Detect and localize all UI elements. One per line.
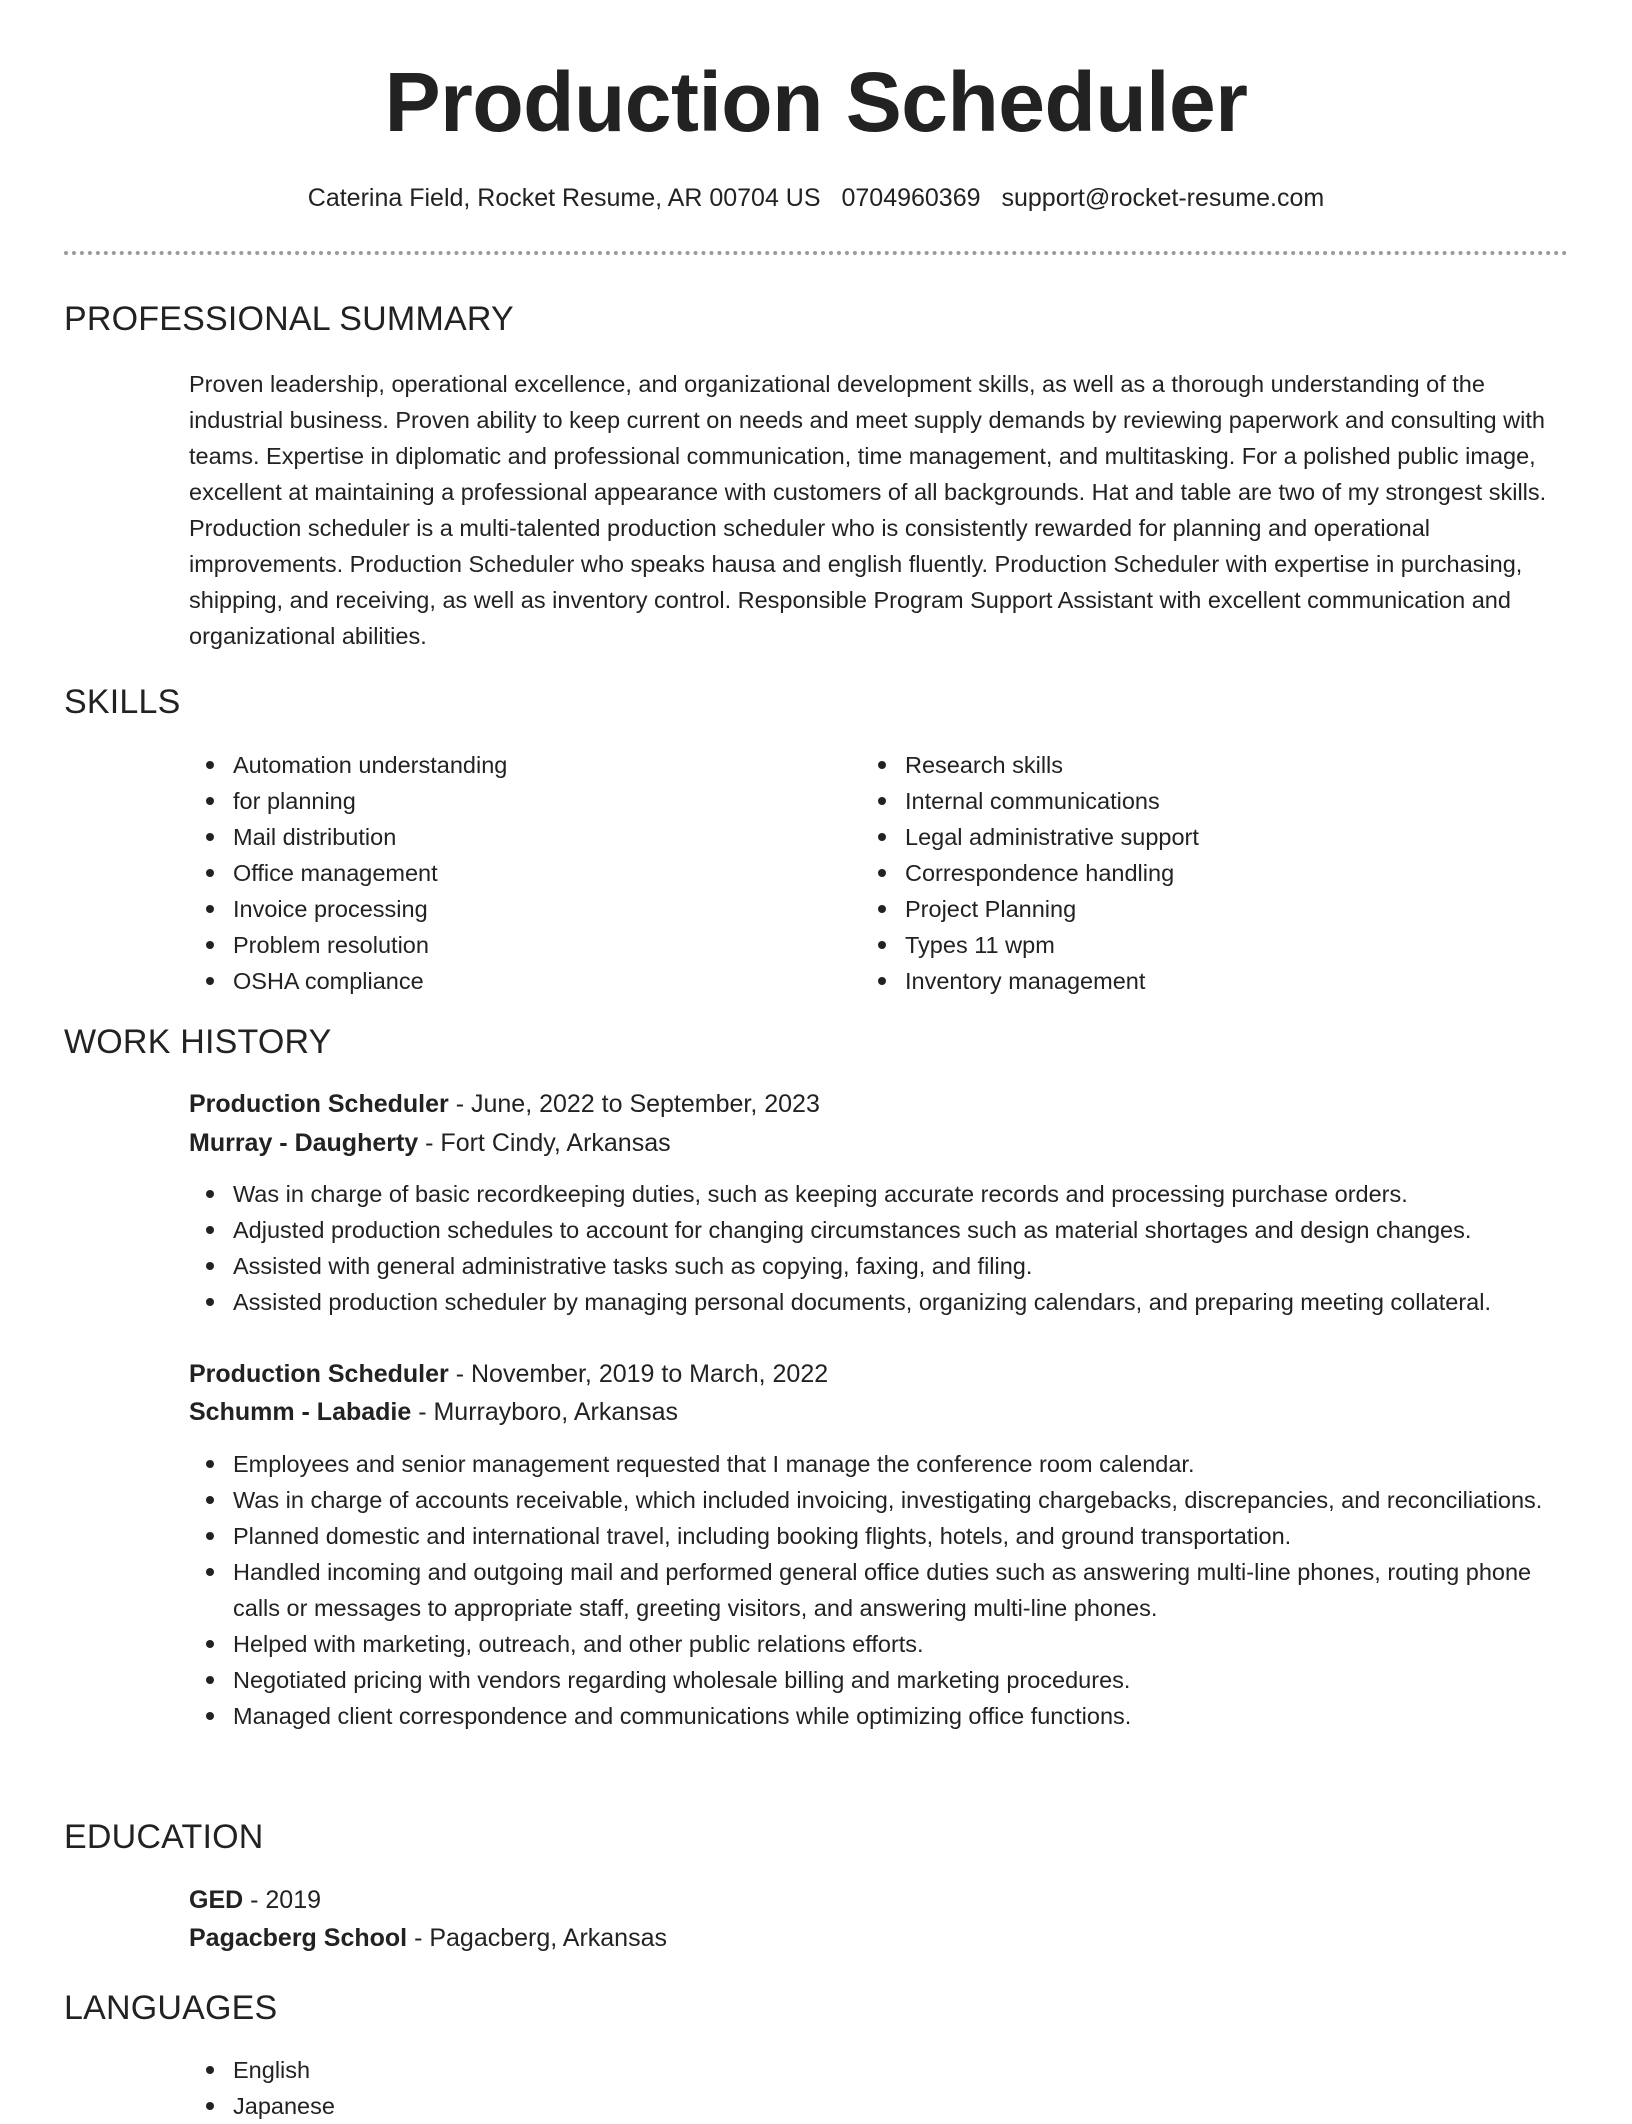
skill-item: Mail distribution xyxy=(189,819,829,855)
skill-item: Office management xyxy=(189,855,829,891)
skills-column-left xyxy=(189,747,829,999)
summary-heading: PROFESSIONAL SUMMARY xyxy=(64,300,514,338)
job-company-line xyxy=(189,1394,678,1430)
job-bullet: Handled incoming and outgoing mail and performed general office duties such as answering multi-line phones, routing phone calls or messages to appropriate staff, greeting visitors, and answering multi-line phones. xyxy=(189,1554,1579,1626)
education-school-line xyxy=(189,1920,667,1956)
job-company-line xyxy=(189,1125,671,1161)
skill-item: Inventory management xyxy=(861,963,1501,999)
skill-item: Invoice processing xyxy=(189,891,829,927)
education-school: Pagacberg School xyxy=(189,1924,408,1952)
job-dates: - November, 2019 to March, 2022 xyxy=(448,1360,829,1388)
skills-heading: SKILLS xyxy=(64,683,181,721)
education-degree-line xyxy=(189,1882,321,1918)
work-history-heading: WORK HISTORY xyxy=(64,1023,332,1061)
job-location: - Fort Cindy, Arkansas xyxy=(418,1129,671,1157)
languages-heading: LANGUAGES xyxy=(64,1989,278,2027)
job-bullet: Assisted with general administrative tasks such as copying, faxing, and filing. xyxy=(189,1248,1579,1284)
job-title: Production Scheduler xyxy=(189,1360,449,1388)
job-dates: - June, 2022 to September, 2023 xyxy=(448,1090,820,1118)
job-bullets xyxy=(189,1176,1579,1320)
resume-title: Production Scheduler xyxy=(384,55,1248,149)
header-divider xyxy=(64,251,1568,255)
skill-item: Legal administrative support xyxy=(861,819,1501,855)
job-bullet: Planned domestic and international travel, including booking flights, hotels, and ground transportation. xyxy=(189,1518,1579,1554)
contact-address: Caterina Field, Rocket Resume, AR 00704 US xyxy=(307,184,821,212)
job-title-line xyxy=(189,1086,820,1122)
skill-item: Automation understanding xyxy=(189,747,829,783)
job-bullet: Adjusted production schedules to account for changing circumstances such as material shortages and design changes. xyxy=(189,1212,1579,1248)
education-degree: GED xyxy=(189,1886,244,1914)
job-location: - Murrayboro, Arkansas xyxy=(411,1398,679,1426)
job-bullet: Employees and senior management requested that I manage the conference room calendar. xyxy=(189,1446,1579,1482)
job-bullet: Negotiated pricing with vendors regarding wholesale billing and marketing procedures. xyxy=(189,1662,1579,1698)
education-year: - 2019 xyxy=(243,1886,322,1914)
languages-list xyxy=(189,2052,1579,2124)
skill-item: Research skills xyxy=(861,747,1501,783)
job-title-line xyxy=(189,1356,828,1392)
job-company: Murray - Daugherty xyxy=(189,1129,419,1157)
language-item: Japanese xyxy=(189,2088,1579,2124)
education-heading: EDUCATION xyxy=(64,1818,264,1856)
job-company: Schumm - Labadie xyxy=(189,1398,412,1426)
job-title: Production Scheduler xyxy=(189,1090,449,1118)
job-bullet: Helped with marketing, outreach, and other public relations efforts. xyxy=(189,1626,1579,1662)
contact-email[interactable]: support@rocket-resume.com xyxy=(1001,184,1325,212)
education-location: - Pagacberg, Arkansas xyxy=(407,1924,667,1952)
skills-column-right xyxy=(861,747,1501,999)
contact-info xyxy=(0,180,1632,216)
job-bullet: Was in charge of accounts receivable, which included invoicing, investigating chargebacks, discrepancies, and reconciliations. xyxy=(189,1482,1579,1518)
skill-item: for planning xyxy=(189,783,829,819)
job-bullet: Was in charge of basic recordkeeping duties, such as keeping accurate records and processing purchase orders. xyxy=(189,1176,1579,1212)
skill-item: Types 11 wpm xyxy=(861,927,1501,963)
job-bullet: Managed client correspondence and communications while optimizing office functions. xyxy=(189,1698,1579,1734)
language-item: English xyxy=(189,2052,1579,2088)
skill-item: Internal communications xyxy=(861,783,1501,819)
summary-text: Proven leadership, operational excellence, and organizational development skills, as well as a thorough understanding of the industrial business. Proven ability to keep current on needs and meet supply demands by reviewing paperwork and consulting with teams. Expertise in diplomatic and professional communication, time management, and multitasking. For a polished public image, excellent at maintaining a professional appearance with customers of all backgrounds. Hat and table are two of my strongest skills. Production scheduler is a multi-talented production scheduler who is consistently rewarded for planning and operational improvements. Production Scheduler who speaks hausa and english fluently. Production Scheduler with expertise in purchasing, shipping, and receiving, as well as inventory control. Responsible Program Support Assistant with excellent communication and organizational abilities. xyxy=(189,371,1547,649)
skill-item: Problem resolution xyxy=(189,927,829,963)
contact-phone[interactable]: 0704960369 xyxy=(841,184,981,212)
skill-item: Correspondence handling xyxy=(861,855,1501,891)
skill-item: OSHA compliance xyxy=(189,963,829,999)
skill-item: Project Planning xyxy=(861,891,1501,927)
job-bullet: Assisted production scheduler by managing personal documents, organizing calendars, and preparing meeting collateral. xyxy=(189,1284,1579,1320)
job-bullets xyxy=(189,1446,1579,1734)
